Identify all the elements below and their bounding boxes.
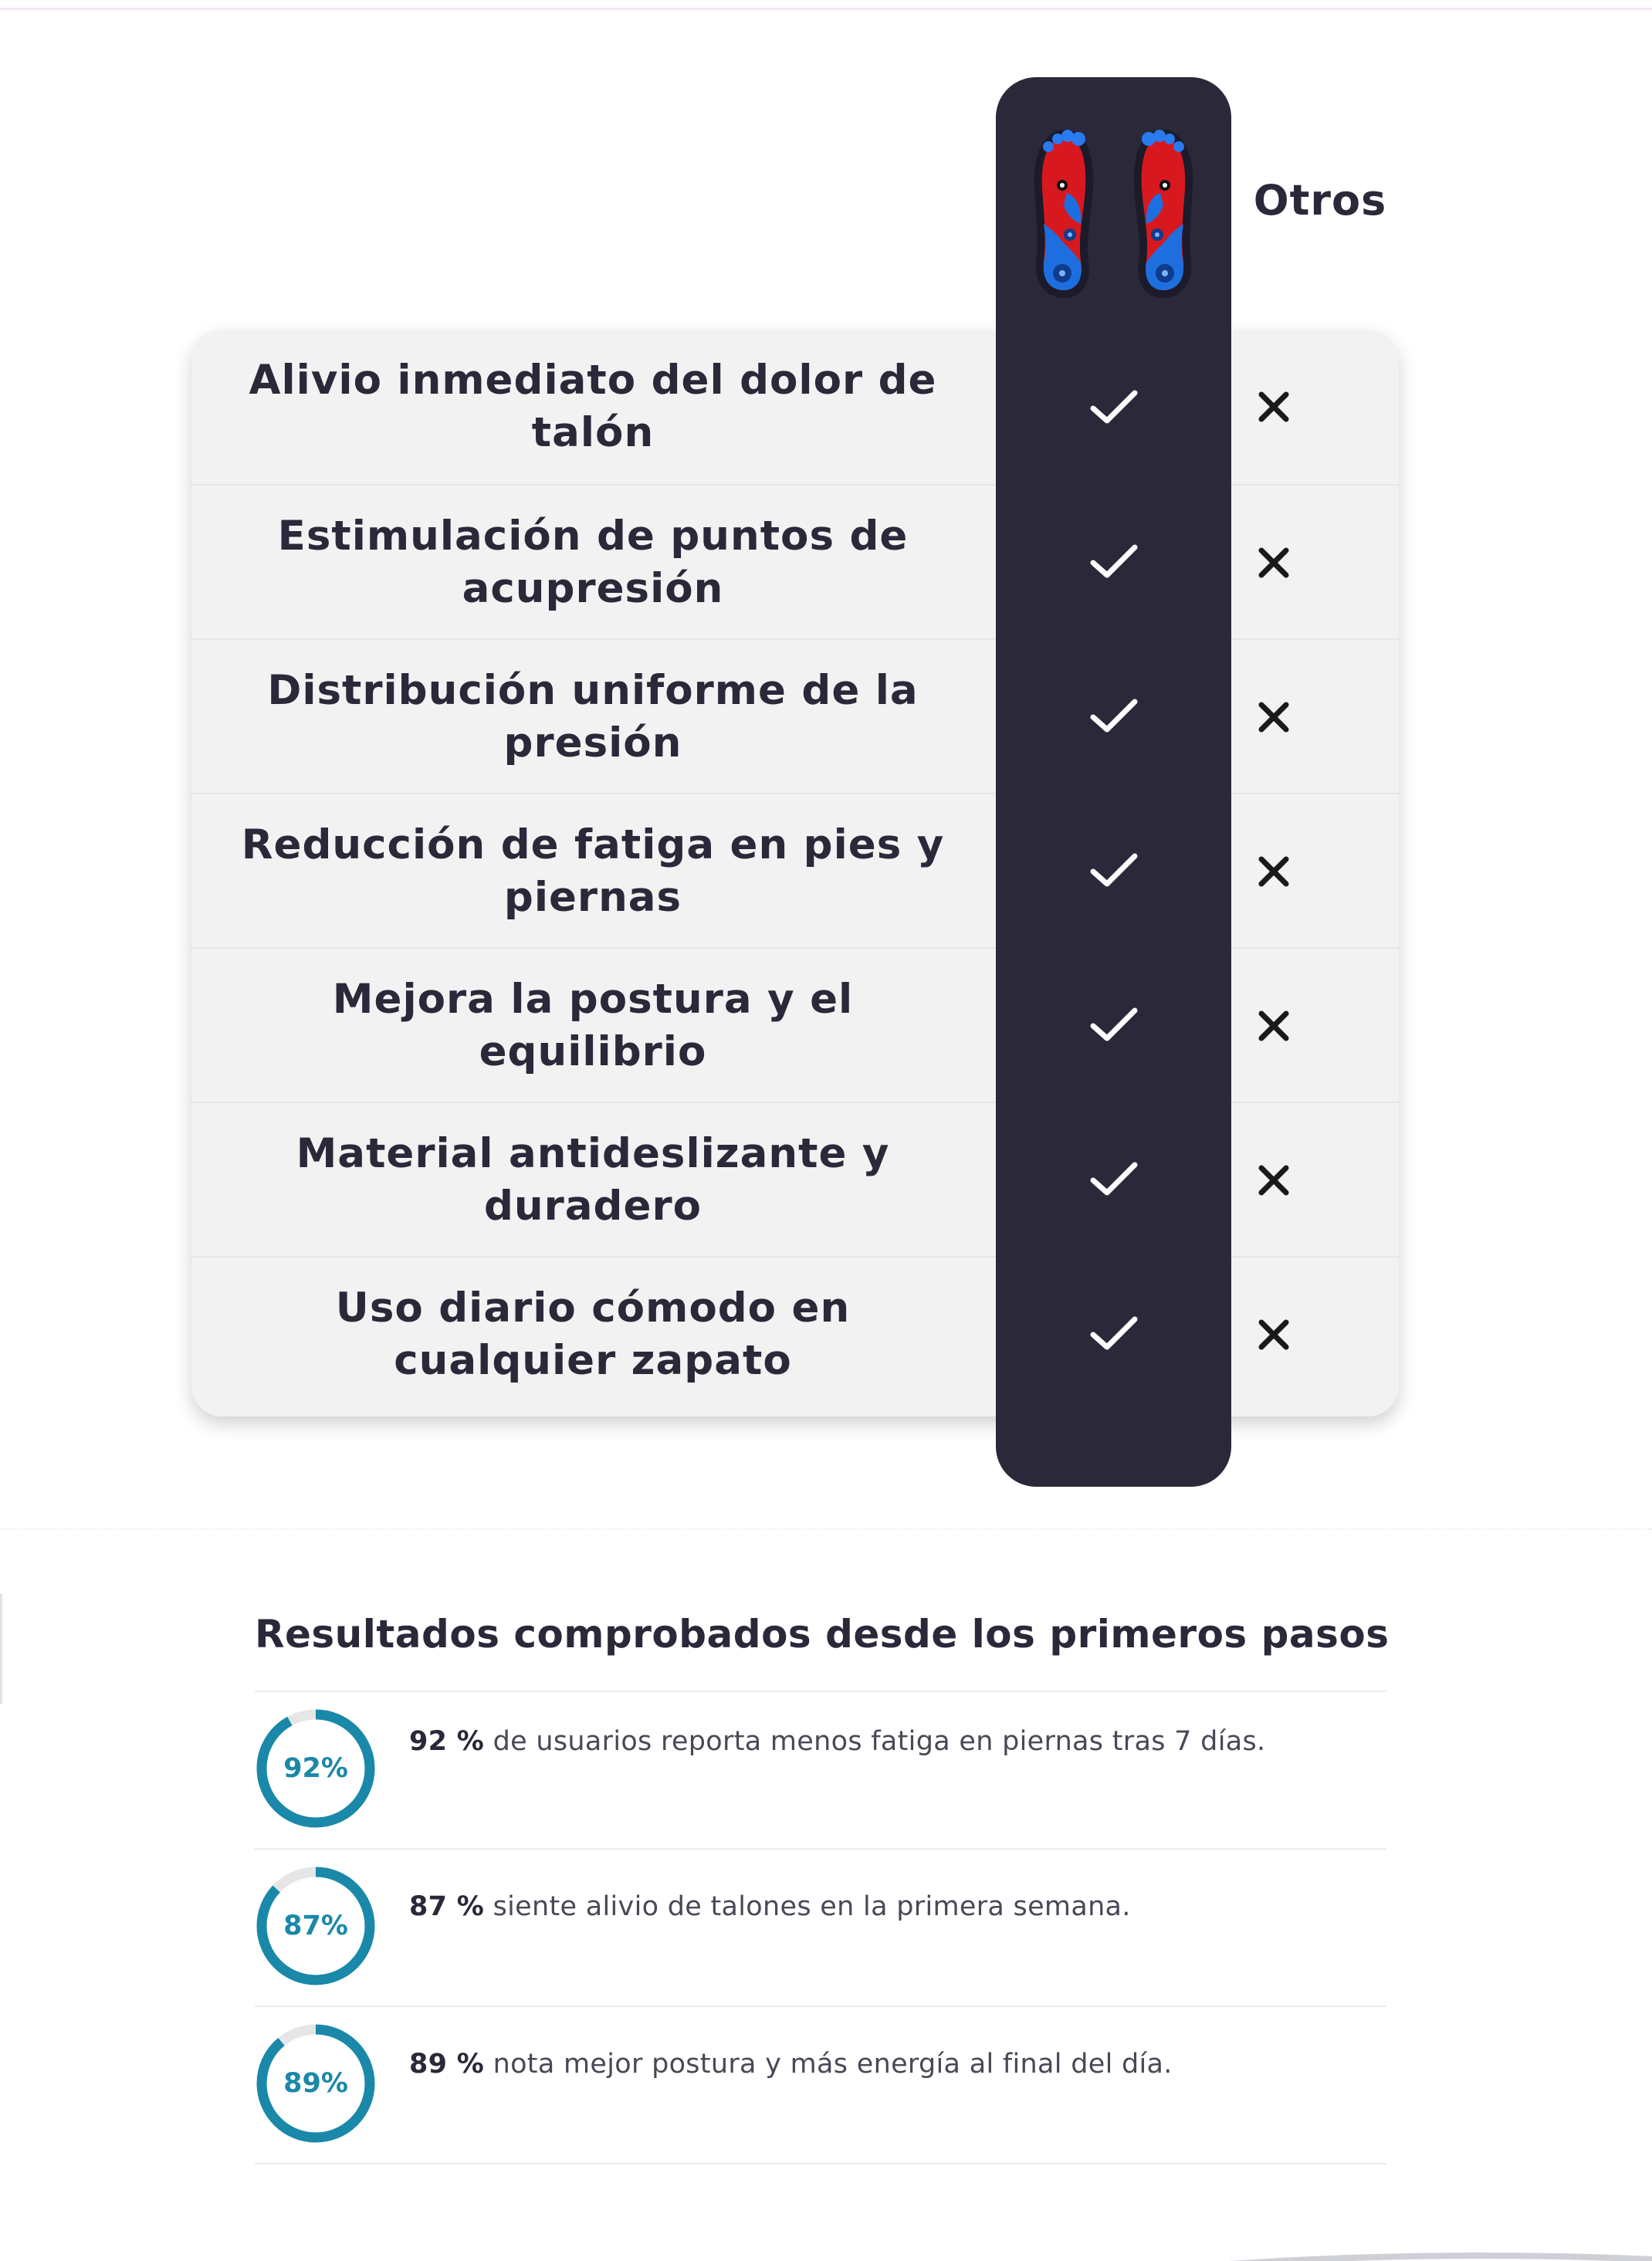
result-item — [255, 1691, 1386, 1848]
result-description: siente alivio de talones en la primera semana. — [493, 1891, 1131, 1922]
bottom-decoration — [1158, 2239, 1652, 2261]
cross-icon — [1224, 640, 1324, 794]
check-icon — [996, 793, 1231, 947]
percent-label: 89% — [283, 2068, 348, 2099]
feature-label: Mejora la postura y el equilibrio — [332, 976, 854, 1075]
feature-label: Material antideslizante y duradero — [296, 1130, 890, 1230]
cross-icon — [1224, 794, 1324, 949]
feature-label: Uso diario cómodo en cualquier zapato — [335, 1285, 851, 1384]
result-item — [255, 2005, 1386, 2163]
result-description: de usuarios reporta menos fatiga en piernas tras 7 días. — [493, 1726, 1266, 1757]
check-icon — [996, 947, 1231, 1102]
check-icon — [996, 638, 1231, 793]
cross-icon — [1224, 1103, 1324, 1257]
percent-label: 87% — [283, 1911, 348, 1941]
percent-label: 92% — [283, 1753, 348, 1784]
insoles-icon — [996, 116, 1231, 301]
side-edge — [0, 1594, 2, 1704]
check-icon — [996, 1256, 1231, 1410]
result-text — [409, 1726, 1382, 1757]
result-percent: 89 % — [409, 2049, 485, 2080]
result-percent: 92 % — [409, 1726, 485, 1757]
feature-label: Distribución uniforme de la presión — [267, 667, 919, 767]
result-percent: 87 % — [409, 1891, 485, 1922]
check-icon — [996, 330, 1231, 484]
cross-icon — [1224, 330, 1324, 484]
product-column — [996, 77, 1231, 1487]
results-title: Resultados comprobados desde los primeros pasos — [255, 1612, 1390, 1657]
feature-label: Estimulación de puntos de acupresión — [277, 513, 909, 612]
result-description: nota mejor postura y más energía al final del día. — [493, 2049, 1173, 2080]
result-text — [409, 1891, 1382, 1922]
result-text — [409, 2049, 1382, 2080]
section-divider — [0, 1528, 1652, 1530]
others-column-header: Otros — [1253, 176, 1387, 225]
feature-label: Alivio inmediato del dolor de talón — [249, 357, 937, 456]
results-divider — [255, 2163, 1386, 2165]
cross-icon — [1224, 1257, 1324, 1412]
cross-icon — [1224, 949, 1324, 1103]
result-item — [255, 1848, 1386, 2005]
feature-label: Reducción de fatiga en pies y piernas — [241, 821, 945, 921]
cross-icon — [1224, 486, 1324, 640]
check-icon — [996, 1102, 1231, 1256]
check-icon — [996, 484, 1231, 638]
top-divider — [0, 8, 1652, 10]
